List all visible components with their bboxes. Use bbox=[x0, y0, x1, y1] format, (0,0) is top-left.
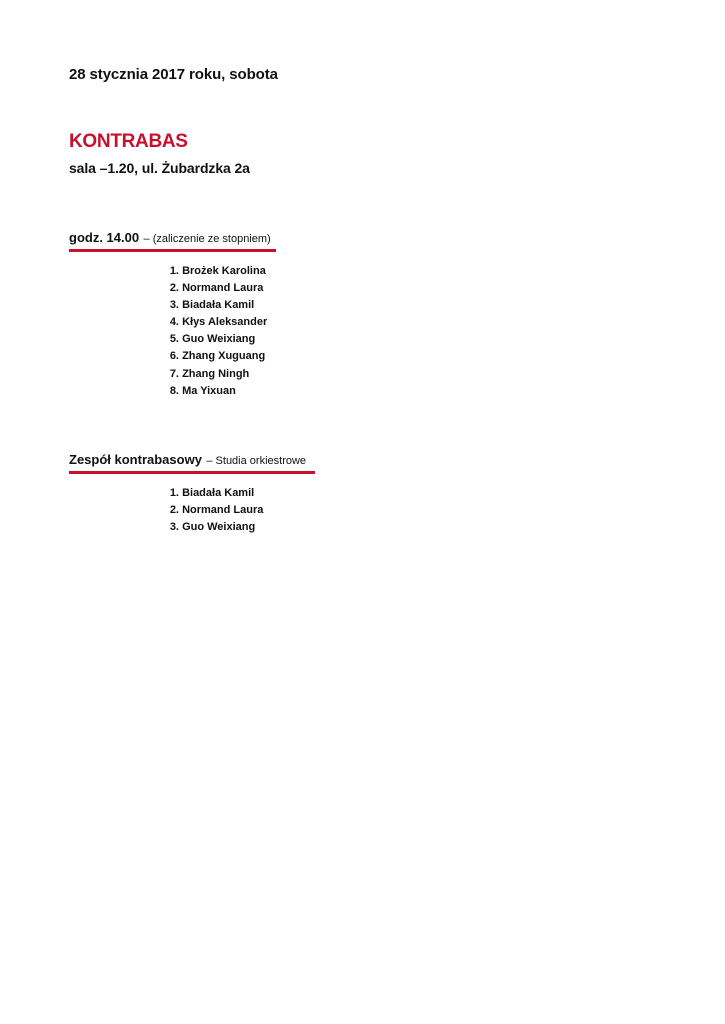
list-item bbox=[158, 502, 263, 519]
list-item-number: 6. bbox=[169, 350, 179, 363]
list-item-number: 4. bbox=[169, 316, 179, 329]
list-item bbox=[158, 348, 267, 365]
list-item bbox=[158, 519, 263, 536]
list-item bbox=[158, 297, 267, 314]
list-item bbox=[158, 263, 267, 280]
page-date: 28 stycznia 2017 roku, sobota bbox=[69, 66, 278, 83]
list-item-name: Guo Weixiang bbox=[182, 333, 256, 346]
list-item-number: 1. bbox=[169, 265, 179, 277]
page-title: KONTRABAS bbox=[69, 131, 188, 152]
list-item bbox=[158, 314, 267, 331]
list-item-name: Normand Laura bbox=[182, 504, 264, 517]
section-heading-note: – Studia orkiestrowe bbox=[206, 455, 307, 467]
list-item-name: Biadała Kamil bbox=[182, 299, 255, 312]
list-item-name: Biadała Kamil bbox=[182, 487, 255, 499]
list-item-number: 8. bbox=[169, 384, 179, 397]
list-item-number: 1. bbox=[169, 487, 179, 499]
list-item bbox=[158, 280, 267, 297]
list-item-name: Ma Yixuan bbox=[182, 384, 236, 397]
list-item bbox=[158, 383, 267, 400]
list-item-number: 2. bbox=[169, 504, 179, 517]
list-item-number: 2. bbox=[169, 282, 179, 295]
list-item bbox=[158, 485, 263, 502]
list-item-name: Brożek Karolina bbox=[182, 265, 266, 277]
section-heading-note: – (zaliczenie ze stopniem) bbox=[143, 233, 271, 245]
participant-list-ensemble bbox=[158, 485, 263, 536]
section-heading-time: godz. 14.00 bbox=[69, 230, 140, 245]
section-heading-exam bbox=[69, 229, 276, 252]
list-item-number: 7. bbox=[169, 367, 179, 380]
list-item-name: Guo Weixiang bbox=[182, 521, 256, 534]
list-item bbox=[158, 366, 267, 383]
participant-list-exam bbox=[158, 263, 267, 400]
venue-info: sala –1.20, ul. Żubardzka 2a bbox=[69, 160, 250, 176]
list-item bbox=[158, 331, 267, 348]
list-item-name: Kłys Aleksander bbox=[182, 316, 268, 329]
list-item-name: Zhang Ningh bbox=[182, 367, 250, 380]
list-item-number: 5. bbox=[169, 333, 179, 346]
list-item-number: 3. bbox=[169, 299, 179, 312]
section-heading-ensemble-title: Zespół kontrabasowy bbox=[69, 452, 202, 467]
section-heading-ensemble bbox=[69, 451, 315, 474]
list-item-number: 3. bbox=[169, 521, 179, 534]
list-item-name: Normand Laura bbox=[182, 282, 264, 295]
list-item-name: Zhang Xuguang bbox=[182, 350, 266, 363]
